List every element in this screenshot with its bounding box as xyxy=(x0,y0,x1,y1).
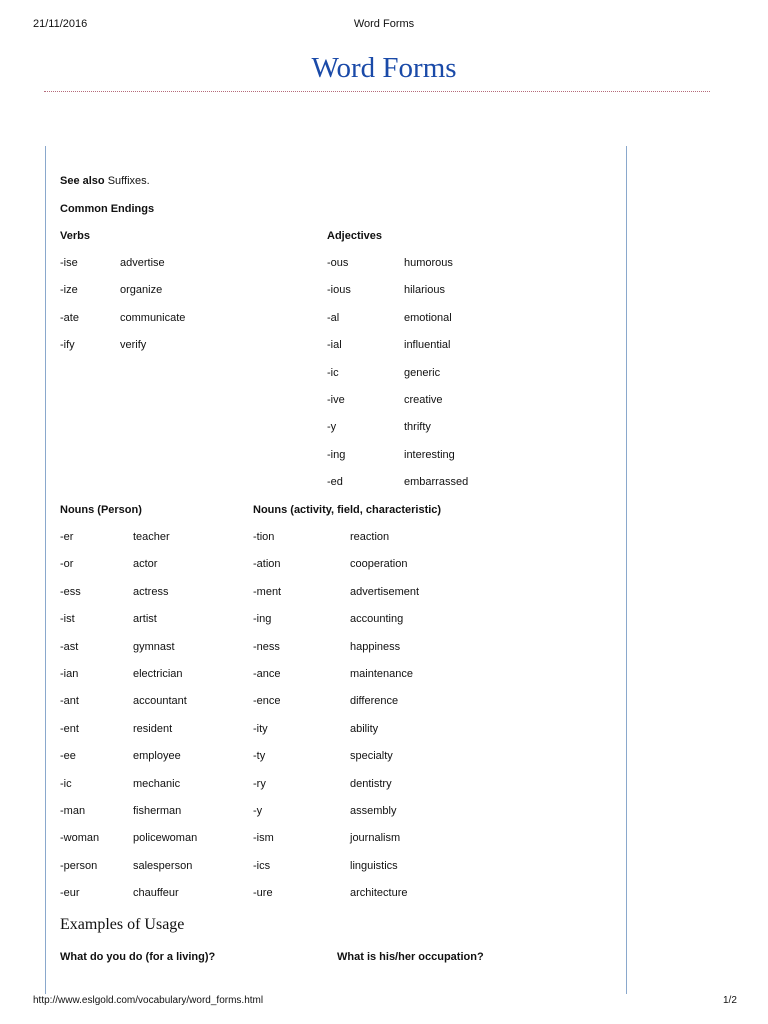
example-word: actor xyxy=(133,558,158,571)
example-word: specialty xyxy=(350,750,393,763)
suffix: -ee xyxy=(60,750,76,763)
example-word: teacher xyxy=(133,531,170,543)
suffix: -ics xyxy=(253,859,271,872)
example-word: organize xyxy=(120,284,163,297)
example-word: accounting xyxy=(350,613,404,626)
adjectives-row xyxy=(0,284,768,298)
adjectives-row xyxy=(0,367,768,381)
suffix: -ment xyxy=(253,585,282,598)
print-date: 21/11/2016 xyxy=(33,18,88,30)
example-question-2: What is his/her occupation? xyxy=(337,951,484,963)
suffix: -al xyxy=(327,311,340,324)
example-word: cooperation xyxy=(350,558,408,571)
suffix: -ise xyxy=(60,257,78,269)
suffix: -er xyxy=(60,531,74,543)
example-word: verify xyxy=(120,339,147,352)
example-word: policewoman xyxy=(133,832,198,845)
adjectives-row xyxy=(0,449,768,463)
nouns-activity-row xyxy=(0,558,768,572)
adjectives-row xyxy=(0,312,768,326)
example-word: reaction xyxy=(350,531,390,543)
suffix: -ast xyxy=(60,640,79,653)
example-word: artist xyxy=(133,613,157,626)
suffix: -ure xyxy=(253,887,273,900)
adjectives-row xyxy=(0,257,768,271)
nouns-activity-row xyxy=(0,778,768,792)
footer-url: http://www.eslgold.com/vocabulary/word_forms.html xyxy=(33,995,264,1006)
footer-page-number: 1/2 xyxy=(723,995,737,1006)
suffix: -ive xyxy=(327,394,345,406)
nouns-activity-row xyxy=(0,750,768,764)
example-word: journalism xyxy=(350,832,401,845)
example-word: chauffeur xyxy=(133,887,179,900)
suffix: -ant xyxy=(60,695,79,708)
suffixes-link[interactable]: Suffixes. xyxy=(107,175,150,187)
suffix: -ize xyxy=(60,284,78,297)
suffix: -y xyxy=(253,805,263,817)
suffix: -ate xyxy=(60,311,79,324)
example-word: gymnast xyxy=(133,640,175,653)
example-word: actress xyxy=(133,585,169,598)
suffix: -ity xyxy=(253,722,268,735)
suffix: -y xyxy=(327,421,337,434)
adjectives-heading: Adjectives xyxy=(327,230,383,242)
example-word: creative xyxy=(404,394,443,406)
page-title: Word Forms xyxy=(311,52,457,84)
example-word: resident xyxy=(133,722,173,735)
example-word: mechanic xyxy=(133,777,181,790)
suffix: -ious xyxy=(327,284,351,297)
example-word: linguistics xyxy=(350,859,398,872)
nouns-activity-row xyxy=(0,586,768,600)
example-word: dentistry xyxy=(350,777,392,790)
suffix: -woman xyxy=(60,832,100,845)
example-word: electrician xyxy=(133,668,183,680)
see-also xyxy=(60,175,150,187)
suffix: -ence xyxy=(253,695,281,708)
common-endings-heading: Common Endings xyxy=(60,203,155,215)
example-word: embarrassed xyxy=(404,476,469,489)
examples-heading: Examples of Usage xyxy=(60,916,185,933)
example-question-1: What do you do (for a living)? xyxy=(60,951,216,963)
nouns-activity-row xyxy=(0,668,768,682)
see-also-label: See also xyxy=(60,175,105,187)
suffix: -ent xyxy=(60,722,79,735)
example-word: fisherman xyxy=(133,805,182,817)
suffix: -ian xyxy=(60,668,79,680)
suffix: -ic xyxy=(327,366,339,379)
suffix: -ry xyxy=(253,777,266,790)
example-word: accountant xyxy=(133,695,187,708)
adjectives-row xyxy=(0,339,768,353)
nouns-activity-row xyxy=(0,531,768,545)
example-word: advertise xyxy=(120,257,165,269)
adjectives-row xyxy=(0,421,768,435)
nouns-activity-row xyxy=(0,613,768,627)
suffix: -ing xyxy=(253,613,272,626)
example-word: emotional xyxy=(404,311,452,324)
example-word: difference xyxy=(350,695,399,708)
suffix: -ing xyxy=(327,448,346,461)
example-word: humorous xyxy=(404,257,453,269)
example-word: interesting xyxy=(404,448,455,461)
example-word: employee xyxy=(133,750,181,763)
nouns-activity-row xyxy=(0,695,768,709)
example-word: maintenance xyxy=(350,668,413,680)
suffix: -ial xyxy=(327,339,342,352)
suffix: -man xyxy=(60,805,86,817)
suffix: -ist xyxy=(60,613,75,626)
suffix: -ism xyxy=(253,832,274,845)
nouns-activity-heading: Nouns (activity, field, characteristic) xyxy=(253,504,442,516)
verbs-heading: Verbs xyxy=(60,230,90,242)
example-word: salesperson xyxy=(133,859,193,872)
example-word: assembly xyxy=(350,805,397,817)
suffix: -ty xyxy=(253,750,266,763)
nouns-activity-row xyxy=(0,887,768,901)
example-word: communicate xyxy=(120,311,186,324)
suffix: -eur xyxy=(60,887,80,900)
suffix: -ance xyxy=(253,668,281,680)
nouns-activity-row xyxy=(0,805,768,819)
suffix: -ic xyxy=(60,777,72,790)
example-word: architecture xyxy=(350,887,408,900)
example-word: ability xyxy=(350,722,379,735)
nouns-person-heading: Nouns (Person) xyxy=(60,504,142,516)
suffix: -ation xyxy=(253,558,281,571)
suffix: -person xyxy=(60,859,98,872)
example-word: thrifty xyxy=(404,421,431,434)
title-divider xyxy=(44,91,710,92)
example-word: happiness xyxy=(350,640,401,653)
suffix: -tion xyxy=(253,531,275,543)
adjectives-row xyxy=(0,394,768,408)
nouns-activity-row xyxy=(0,832,768,846)
example-word: influential xyxy=(404,339,451,352)
suffix: -or xyxy=(60,558,74,571)
nouns-activity-row xyxy=(0,641,768,655)
suffix: -ify xyxy=(60,339,75,352)
example-word: generic xyxy=(404,366,441,379)
example-word: hilarious xyxy=(404,284,445,297)
suffix: -ed xyxy=(327,476,343,489)
nouns-activity-row xyxy=(0,860,768,874)
nouns-activity-row xyxy=(0,723,768,737)
print-header-title: Word Forms xyxy=(353,18,415,30)
suffix: -ess xyxy=(60,585,81,598)
adjectives-row xyxy=(0,476,768,490)
suffix: -ness xyxy=(253,640,280,653)
example-word: advertisement xyxy=(350,585,420,598)
suffix: -ous xyxy=(327,257,349,269)
